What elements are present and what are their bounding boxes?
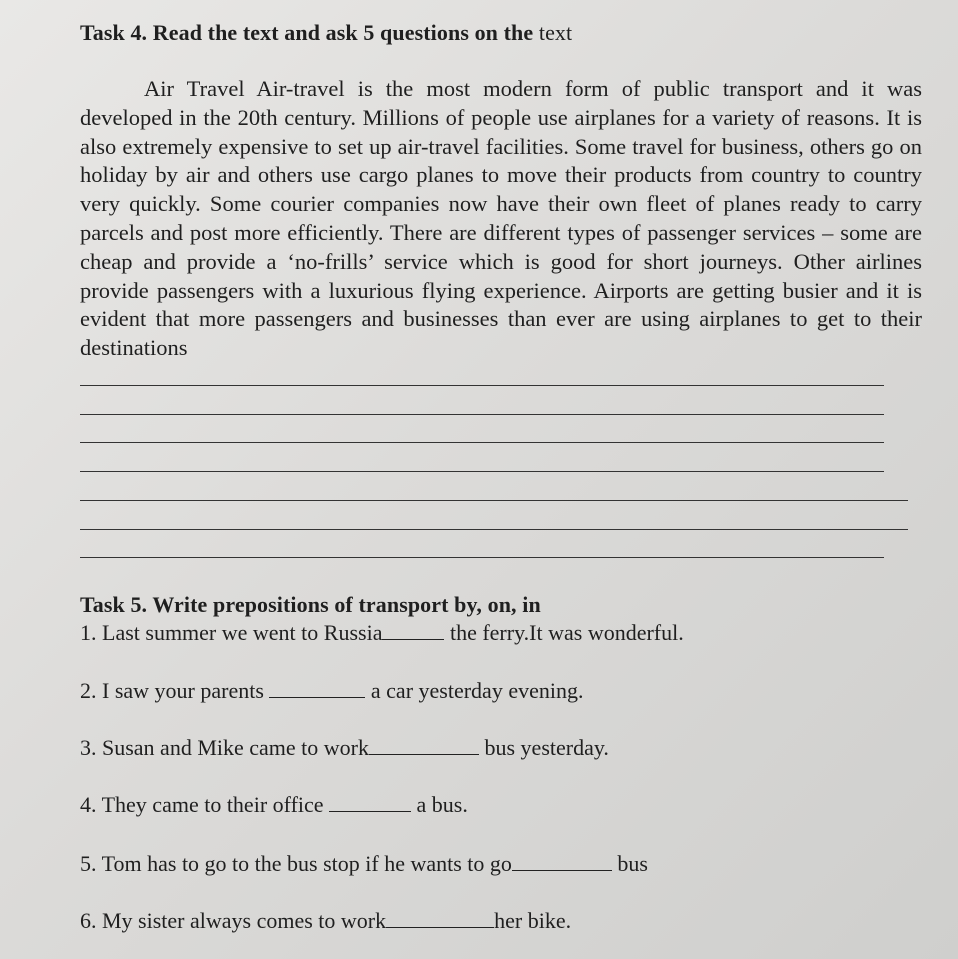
blank-3[interactable] [369, 736, 479, 755]
question-3 [80, 735, 609, 761]
question-3-before: 3. Susan and Mike came to work [80, 735, 369, 760]
question-1-before: 1. Last summer we went to Russia [80, 620, 383, 645]
question-1 [80, 620, 684, 646]
reading-passage: Air Travel Air-travel is the most modern form of public transport and it was developed in the 20th century. Millions of people use airplanes for a variety of reasons. It is also extremely expensive to set up air-travel facilities. Some travel for business, others go on holiday by air and others use cargo planes to move their products from country to country very quickly. Some courier companies now have their own fleet of planes ready to carry parcels and post more efficiently. There are different types of passenger services – some are cheap and provide a ‘no-frills’ service which is good for short journeys. Other airlines provide passengers with a luxurious flying experience. Airports are getting busier and it is evident that more passengers and businesses than ever are using airplanes to get to their destinations [80, 76, 922, 361]
question-2-after: a car yesterday evening. [365, 678, 584, 703]
question-3-after: bus yesterday. [479, 735, 609, 760]
question-5-before: 5. Tom has to go to the bus stop if he wants to go [80, 851, 512, 876]
question-4-before: 4. They came to their office [80, 792, 330, 817]
answer-line-3[interactable] [80, 442, 884, 443]
question-4 [80, 792, 468, 818]
question-6-after: her bike. [494, 908, 572, 933]
task4-title [80, 20, 572, 46]
question-2-before: 2. I saw your parents [80, 678, 270, 703]
answer-line-4[interactable] [80, 471, 884, 472]
answer-line-5[interactable] [80, 500, 908, 501]
question-5-after: bus [611, 851, 648, 876]
answer-line-1[interactable] [80, 385, 884, 386]
question-4-after: a bus. [411, 792, 468, 817]
blank-6[interactable] [386, 909, 494, 928]
blank-2[interactable] [269, 679, 365, 698]
blank-5[interactable] [512, 852, 612, 871]
question-6 [80, 908, 571, 934]
blank-1[interactable] [382, 621, 444, 640]
answer-line-7[interactable] [80, 557, 884, 558]
question-5 [80, 851, 648, 877]
question-2 [80, 678, 583, 704]
task4-title-bold: Task 4. Read the text and ask 5 questions on the [80, 20, 534, 45]
task4-title-tail: text [538, 20, 573, 45]
question-6-before: 6. My sister always comes to work [80, 908, 387, 933]
answer-line-2[interactable] [80, 414, 884, 415]
question-1-after: the ferry.It was wonderful. [444, 620, 684, 645]
blank-4[interactable] [329, 793, 411, 812]
answer-line-6[interactable] [80, 529, 908, 530]
task5-title: Task 5. Write prepositions of transport by, on, in [80, 592, 541, 617]
